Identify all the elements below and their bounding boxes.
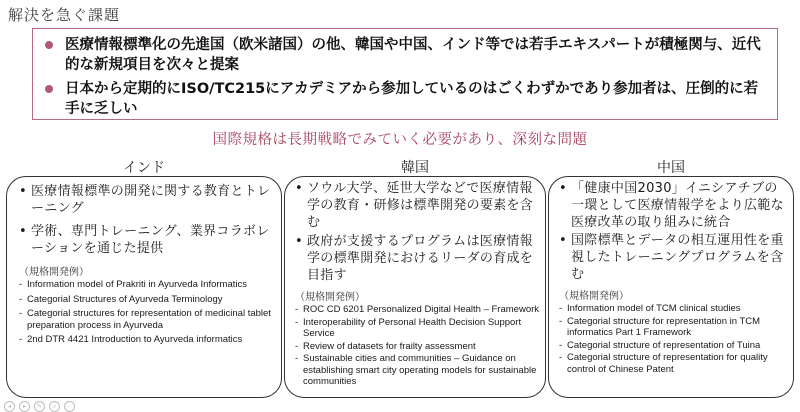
- panel-bullet-text: ソウル大学、延世大学などで医療情報学の教育・研修は標準開発の要素を含む: [307, 181, 534, 230]
- bullet-dot-icon: •: [559, 181, 567, 196]
- example-text: Interoperability of Personal Health Decision Support Service: [303, 316, 522, 339]
- more-options-icon[interactable]: ⋯: [64, 401, 75, 412]
- example-text: Categorial structure for representation in TCM informatics Part 1 Framework: [567, 315, 761, 338]
- prev-slide-icon[interactable]: ◂: [4, 401, 15, 412]
- panel-bullet: [293, 233, 539, 284]
- panel-bullet: [557, 232, 787, 283]
- panel-bullet-text: 政府が支援するプログラムは医療情報学の標準開発におけるリーダの育成を目指す: [307, 234, 534, 283]
- panel-bullet: [17, 183, 273, 217]
- bullet-icon: [45, 85, 53, 93]
- examples-heading: （規格開発例）: [559, 291, 629, 302]
- bullet-dot-icon: •: [19, 224, 27, 239]
- example-item: - Review of datasets for frailty assessment: [295, 340, 476, 352]
- example-item: - Categorial structure of representation for quality control of Chinese Patent: [559, 352, 768, 375]
- issue-text: 医療情報標準化の先進国（欧米諸国）の他、韓国や中国、インド等では若手エキスパートが積極関与、近代的な新規項目を次々と提案: [65, 37, 761, 73]
- example-item: - Information model of TCM clinical studies: [559, 303, 741, 314]
- examples-list: [293, 304, 539, 388]
- example-text: ROC CD 6201 Personalized Digital Health – Framework: [303, 304, 540, 315]
- india-panel: [6, 176, 282, 398]
- bullet-dot-icon: •: [19, 184, 27, 199]
- example-item: - Categorial structure of representation of Tuina: [559, 339, 761, 351]
- example-text: Review of datasets for frailty assessment: [303, 340, 476, 352]
- example-item: - Categorial structures for representation of medicinal tablet preparation process in Ayurveda: [19, 308, 271, 331]
- panel-bullet-text: 医療情報標準の開発に関する教育とトレーニング: [31, 184, 271, 216]
- panel-bullet: [557, 180, 787, 231]
- bullet-dot-icon: •: [559, 233, 567, 248]
- india-label: インド: [123, 160, 165, 176]
- panel-bullet-text: 学術、専門トレーニング、業界コラボレーションを通じた提供: [31, 224, 270, 256]
- bullet-dot-icon: •: [295, 234, 303, 249]
- examples-heading: （規格開発例）: [19, 267, 89, 278]
- examples-list: [557, 303, 787, 375]
- bullet-icon: [45, 41, 53, 49]
- conclusion-statement: 国際規格は長期戦略でみていく必要があり、深刻な問題: [212, 132, 588, 148]
- panel-bullet: [293, 180, 539, 231]
- bullet-dot-icon: •: [295, 181, 303, 196]
- examples-heading: （規格開発例）: [295, 292, 365, 303]
- page-title: 解決を急ぐ課題: [8, 6, 121, 24]
- example-text: Information model of Prakriti in Ayurveda Informatics: [27, 279, 248, 290]
- china-panel: [548, 176, 794, 398]
- example-text: Information model of TCM clinical studies: [567, 303, 741, 314]
- panel-bullet-text: 国際標準とデータの相互運用性を重視したトレーニングプログラムを含む: [571, 233, 784, 282]
- pen-icon[interactable]: ✎: [34, 401, 45, 412]
- example-text: Categorial structure of representation for quality control of Chinese Patent: [567, 352, 768, 375]
- issue-text: 日本から定期的にISO/TC215にアカデミアから参加しているのはごくわずかであり参加者は、圧倒的に若手に乏しい: [65, 81, 759, 117]
- example-item: - 2nd DTR 4421 Introduction to Ayurveda informatics: [19, 334, 243, 345]
- example-text: Sustainable cities and communities – Guidance on establishing smart city operating models for sustainable communities: [303, 353, 537, 387]
- next-slide-icon[interactable]: ▸: [19, 401, 30, 412]
- example-item: - Categorial Structures of Ayurveda Terminology: [19, 293, 223, 305]
- panel-bullet: [17, 223, 273, 257]
- issues-box: [32, 28, 778, 120]
- china-label: 中国: [657, 160, 685, 176]
- panel-bullet-text: 「健康中国2030」イニシアチブの一環として医療情報学をより広範な医療改革の取り組みに統合: [571, 181, 784, 230]
- example-item: - ROC CD 6201 Personalized Digital Health – Framework: [295, 304, 540, 315]
- example-text: Categorial Structures of Ayurveda Terminology: [27, 293, 223, 305]
- example-text: Categorial structures for representation of medicinal tablet preparation process in Ayurveda: [27, 308, 271, 331]
- example-text: 2nd DTR 4421 Introduction to Ayurveda informatics: [27, 334, 243, 345]
- issue-item: [45, 79, 767, 119]
- example-item: - Sustainable cities and communities – Guidance on establishing smart city operating models for sustainable communities: [295, 353, 537, 387]
- issue-item: [45, 35, 767, 75]
- zoom-icon[interactable]: ⌕: [49, 401, 60, 412]
- example-item: - Categorial structure for representation in TCM informatics Part 1 Framework: [559, 315, 761, 338]
- korea-label: 韓国: [401, 160, 429, 176]
- example-text: Categorial structure of representation of Tuina: [567, 339, 761, 351]
- example-item: - Interoperability of Personal Health Decision Support Service: [295, 316, 522, 339]
- example-item: - Information model of Prakriti in Ayurveda Informatics: [19, 279, 248, 290]
- examples-list: [17, 279, 273, 346]
- korea-panel: [284, 176, 546, 398]
- slide-toolbar: [4, 401, 75, 412]
